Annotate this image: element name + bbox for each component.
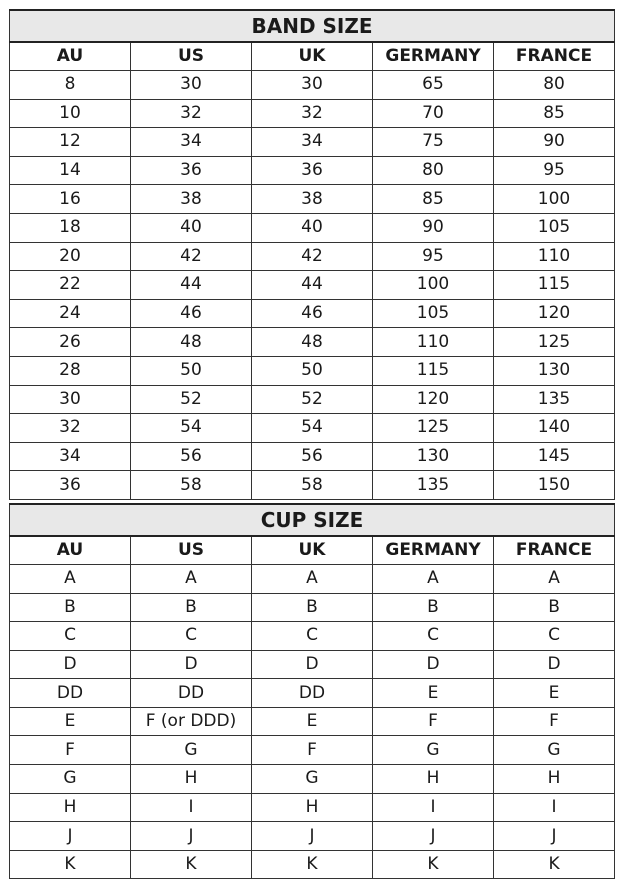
cell-germany: F — [373, 707, 494, 736]
cell-us: 46 — [131, 299, 252, 328]
cell-au: 20 — [10, 242, 131, 271]
cell-us: C — [131, 622, 252, 651]
cell-au: 22 — [10, 271, 131, 300]
cell-us: G — [131, 736, 252, 765]
cell-germany: I — [373, 793, 494, 822]
table-row — [10, 850, 615, 879]
cell-france: 90 — [494, 128, 615, 157]
cell-au: 24 — [10, 299, 131, 328]
cell-au: 32 — [10, 414, 131, 443]
cell-germany: 135 — [373, 471, 494, 500]
cell-au: 12 — [10, 128, 131, 157]
cell-us: 50 — [131, 356, 252, 385]
cell-us: 56 — [131, 442, 252, 471]
column-header-us: US — [131, 536, 252, 565]
cell-au: H — [10, 793, 131, 822]
table-row — [10, 593, 615, 622]
cell-uk: 42 — [252, 242, 373, 271]
table-row — [10, 471, 615, 500]
cell-uk: 52 — [252, 385, 373, 414]
band-size-title-row — [10, 10, 615, 42]
cell-uk: C — [252, 622, 373, 651]
cell-germany: A — [373, 564, 494, 593]
cell-france: 115 — [494, 271, 615, 300]
cell-uk: 32 — [252, 99, 373, 128]
cell-uk: 50 — [252, 356, 373, 385]
table-row — [10, 185, 615, 214]
cell-uk: F — [252, 736, 373, 765]
cell-germany: 130 — [373, 442, 494, 471]
cell-france: E — [494, 679, 615, 708]
cell-us: F (or DDD) — [131, 707, 252, 736]
cell-au: 28 — [10, 356, 131, 385]
cell-au: F — [10, 736, 131, 765]
cell-us: DD — [131, 679, 252, 708]
band-size-title: BAND SIZE — [10, 10, 615, 42]
table-row — [10, 765, 615, 794]
cell-uk: 34 — [252, 128, 373, 157]
cell-france: K — [494, 850, 615, 879]
cell-uk: B — [252, 593, 373, 622]
cell-au: 8 — [10, 71, 131, 100]
cell-au: 10 — [10, 99, 131, 128]
table-row — [10, 622, 615, 651]
cell-germany: H — [373, 765, 494, 794]
cell-germany: 90 — [373, 213, 494, 242]
cell-au: G — [10, 765, 131, 794]
table-row — [10, 242, 615, 271]
cell-uk: J — [252, 822, 373, 851]
table-row — [10, 128, 615, 157]
cell-france: A — [494, 564, 615, 593]
cup-size-title-row — [10, 504, 615, 536]
cell-france: 130 — [494, 356, 615, 385]
cell-france: I — [494, 793, 615, 822]
cell-france: 100 — [494, 185, 615, 214]
cell-us: 52 — [131, 385, 252, 414]
cell-france: C — [494, 622, 615, 651]
table-row — [10, 356, 615, 385]
cell-us: I — [131, 793, 252, 822]
column-header-us: US — [131, 42, 252, 71]
table-row — [10, 736, 615, 765]
cell-uk: 40 — [252, 213, 373, 242]
cup-size-header-row — [10, 536, 615, 565]
table-row — [10, 299, 615, 328]
table-row — [10, 71, 615, 100]
cell-au: 26 — [10, 328, 131, 357]
cup-size-title: CUP SIZE — [10, 504, 615, 536]
cell-au: E — [10, 707, 131, 736]
cell-germany: 85 — [373, 185, 494, 214]
column-header-france: FRANCE — [494, 42, 615, 71]
cell-uk: 48 — [252, 328, 373, 357]
cell-au: 18 — [10, 213, 131, 242]
cell-us: 42 — [131, 242, 252, 271]
cell-uk: D — [252, 650, 373, 679]
cell-us: 32 — [131, 99, 252, 128]
cell-uk: 56 — [252, 442, 373, 471]
cell-france: 110 — [494, 242, 615, 271]
column-header-au: AU — [10, 536, 131, 565]
table-row — [10, 564, 615, 593]
table-row — [10, 442, 615, 471]
cell-us: 38 — [131, 185, 252, 214]
cell-germany: B — [373, 593, 494, 622]
band-size-header-row — [10, 42, 615, 71]
column-header-germany: GERMANY — [373, 536, 494, 565]
cell-au: 36 — [10, 471, 131, 500]
cell-au: D — [10, 650, 131, 679]
cell-au: DD — [10, 679, 131, 708]
column-header-france: FRANCE — [494, 536, 615, 565]
cell-uk: 58 — [252, 471, 373, 500]
table-row — [10, 156, 615, 185]
cell-us: K — [131, 850, 252, 879]
cell-uk: K — [252, 850, 373, 879]
cell-uk: DD — [252, 679, 373, 708]
cell-germany: 75 — [373, 128, 494, 157]
column-header-uk: UK — [252, 42, 373, 71]
cell-us: J — [131, 822, 252, 851]
cell-us: A — [131, 564, 252, 593]
cell-france: G — [494, 736, 615, 765]
table-row — [10, 679, 615, 708]
cell-uk: E — [252, 707, 373, 736]
cell-germany: 115 — [373, 356, 494, 385]
cell-france: 95 — [494, 156, 615, 185]
cell-au: A — [10, 564, 131, 593]
column-header-au: AU — [10, 42, 131, 71]
cell-au: B — [10, 593, 131, 622]
cell-france: 80 — [494, 71, 615, 100]
table-row — [10, 707, 615, 736]
cell-france: H — [494, 765, 615, 794]
column-header-uk: UK — [252, 536, 373, 565]
cell-germany: K — [373, 850, 494, 879]
cell-uk: G — [252, 765, 373, 794]
table-row — [10, 793, 615, 822]
cell-uk: 30 — [252, 71, 373, 100]
cell-uk: H — [252, 793, 373, 822]
table-row — [10, 213, 615, 242]
cup-size-table — [9, 503, 615, 880]
cell-france: 145 — [494, 442, 615, 471]
cell-germany: D — [373, 650, 494, 679]
cell-germany: 110 — [373, 328, 494, 357]
cell-germany: 100 — [373, 271, 494, 300]
cell-us: 30 — [131, 71, 252, 100]
cell-uk: A — [252, 564, 373, 593]
cell-france: 150 — [494, 471, 615, 500]
cell-france: 135 — [494, 385, 615, 414]
cell-germany: C — [373, 622, 494, 651]
cell-uk: 44 — [252, 271, 373, 300]
band-size-table — [9, 9, 615, 500]
cell-au: 30 — [10, 385, 131, 414]
cell-au: 34 — [10, 442, 131, 471]
cell-us: B — [131, 593, 252, 622]
cell-us: 54 — [131, 414, 252, 443]
cell-us: 36 — [131, 156, 252, 185]
table-row — [10, 99, 615, 128]
table-row — [10, 414, 615, 443]
cell-us: 34 — [131, 128, 252, 157]
cell-france: 85 — [494, 99, 615, 128]
cell-au: K — [10, 850, 131, 879]
cell-france: J — [494, 822, 615, 851]
cell-germany: G — [373, 736, 494, 765]
cell-uk: 36 — [252, 156, 373, 185]
cell-germany: 65 — [373, 71, 494, 100]
cell-uk: 54 — [252, 414, 373, 443]
cell-france: 140 — [494, 414, 615, 443]
cell-france: F — [494, 707, 615, 736]
cell-uk: 38 — [252, 185, 373, 214]
cell-uk: 46 — [252, 299, 373, 328]
cell-germany: 120 — [373, 385, 494, 414]
cell-germany: 105 — [373, 299, 494, 328]
cell-france: B — [494, 593, 615, 622]
column-header-germany: GERMANY — [373, 42, 494, 71]
cell-us: 40 — [131, 213, 252, 242]
cell-germany: 70 — [373, 99, 494, 128]
cell-france: D — [494, 650, 615, 679]
cell-us: H — [131, 765, 252, 794]
cell-france: 125 — [494, 328, 615, 357]
cell-germany: J — [373, 822, 494, 851]
cell-au: 14 — [10, 156, 131, 185]
cell-germany: 95 — [373, 242, 494, 271]
cell-germany: 125 — [373, 414, 494, 443]
cell-us: 58 — [131, 471, 252, 500]
cell-us: 44 — [131, 271, 252, 300]
table-row — [10, 650, 615, 679]
table-row — [10, 822, 615, 851]
cell-au: C — [10, 622, 131, 651]
size-chart — [9, 9, 614, 879]
table-row — [10, 271, 615, 300]
cell-au: J — [10, 822, 131, 851]
table-row — [10, 328, 615, 357]
cell-france: 120 — [494, 299, 615, 328]
cell-us: 48 — [131, 328, 252, 357]
cell-au: 16 — [10, 185, 131, 214]
cell-germany: 80 — [373, 156, 494, 185]
cell-france: 105 — [494, 213, 615, 242]
table-row — [10, 385, 615, 414]
cell-germany: E — [373, 679, 494, 708]
cell-us: D — [131, 650, 252, 679]
